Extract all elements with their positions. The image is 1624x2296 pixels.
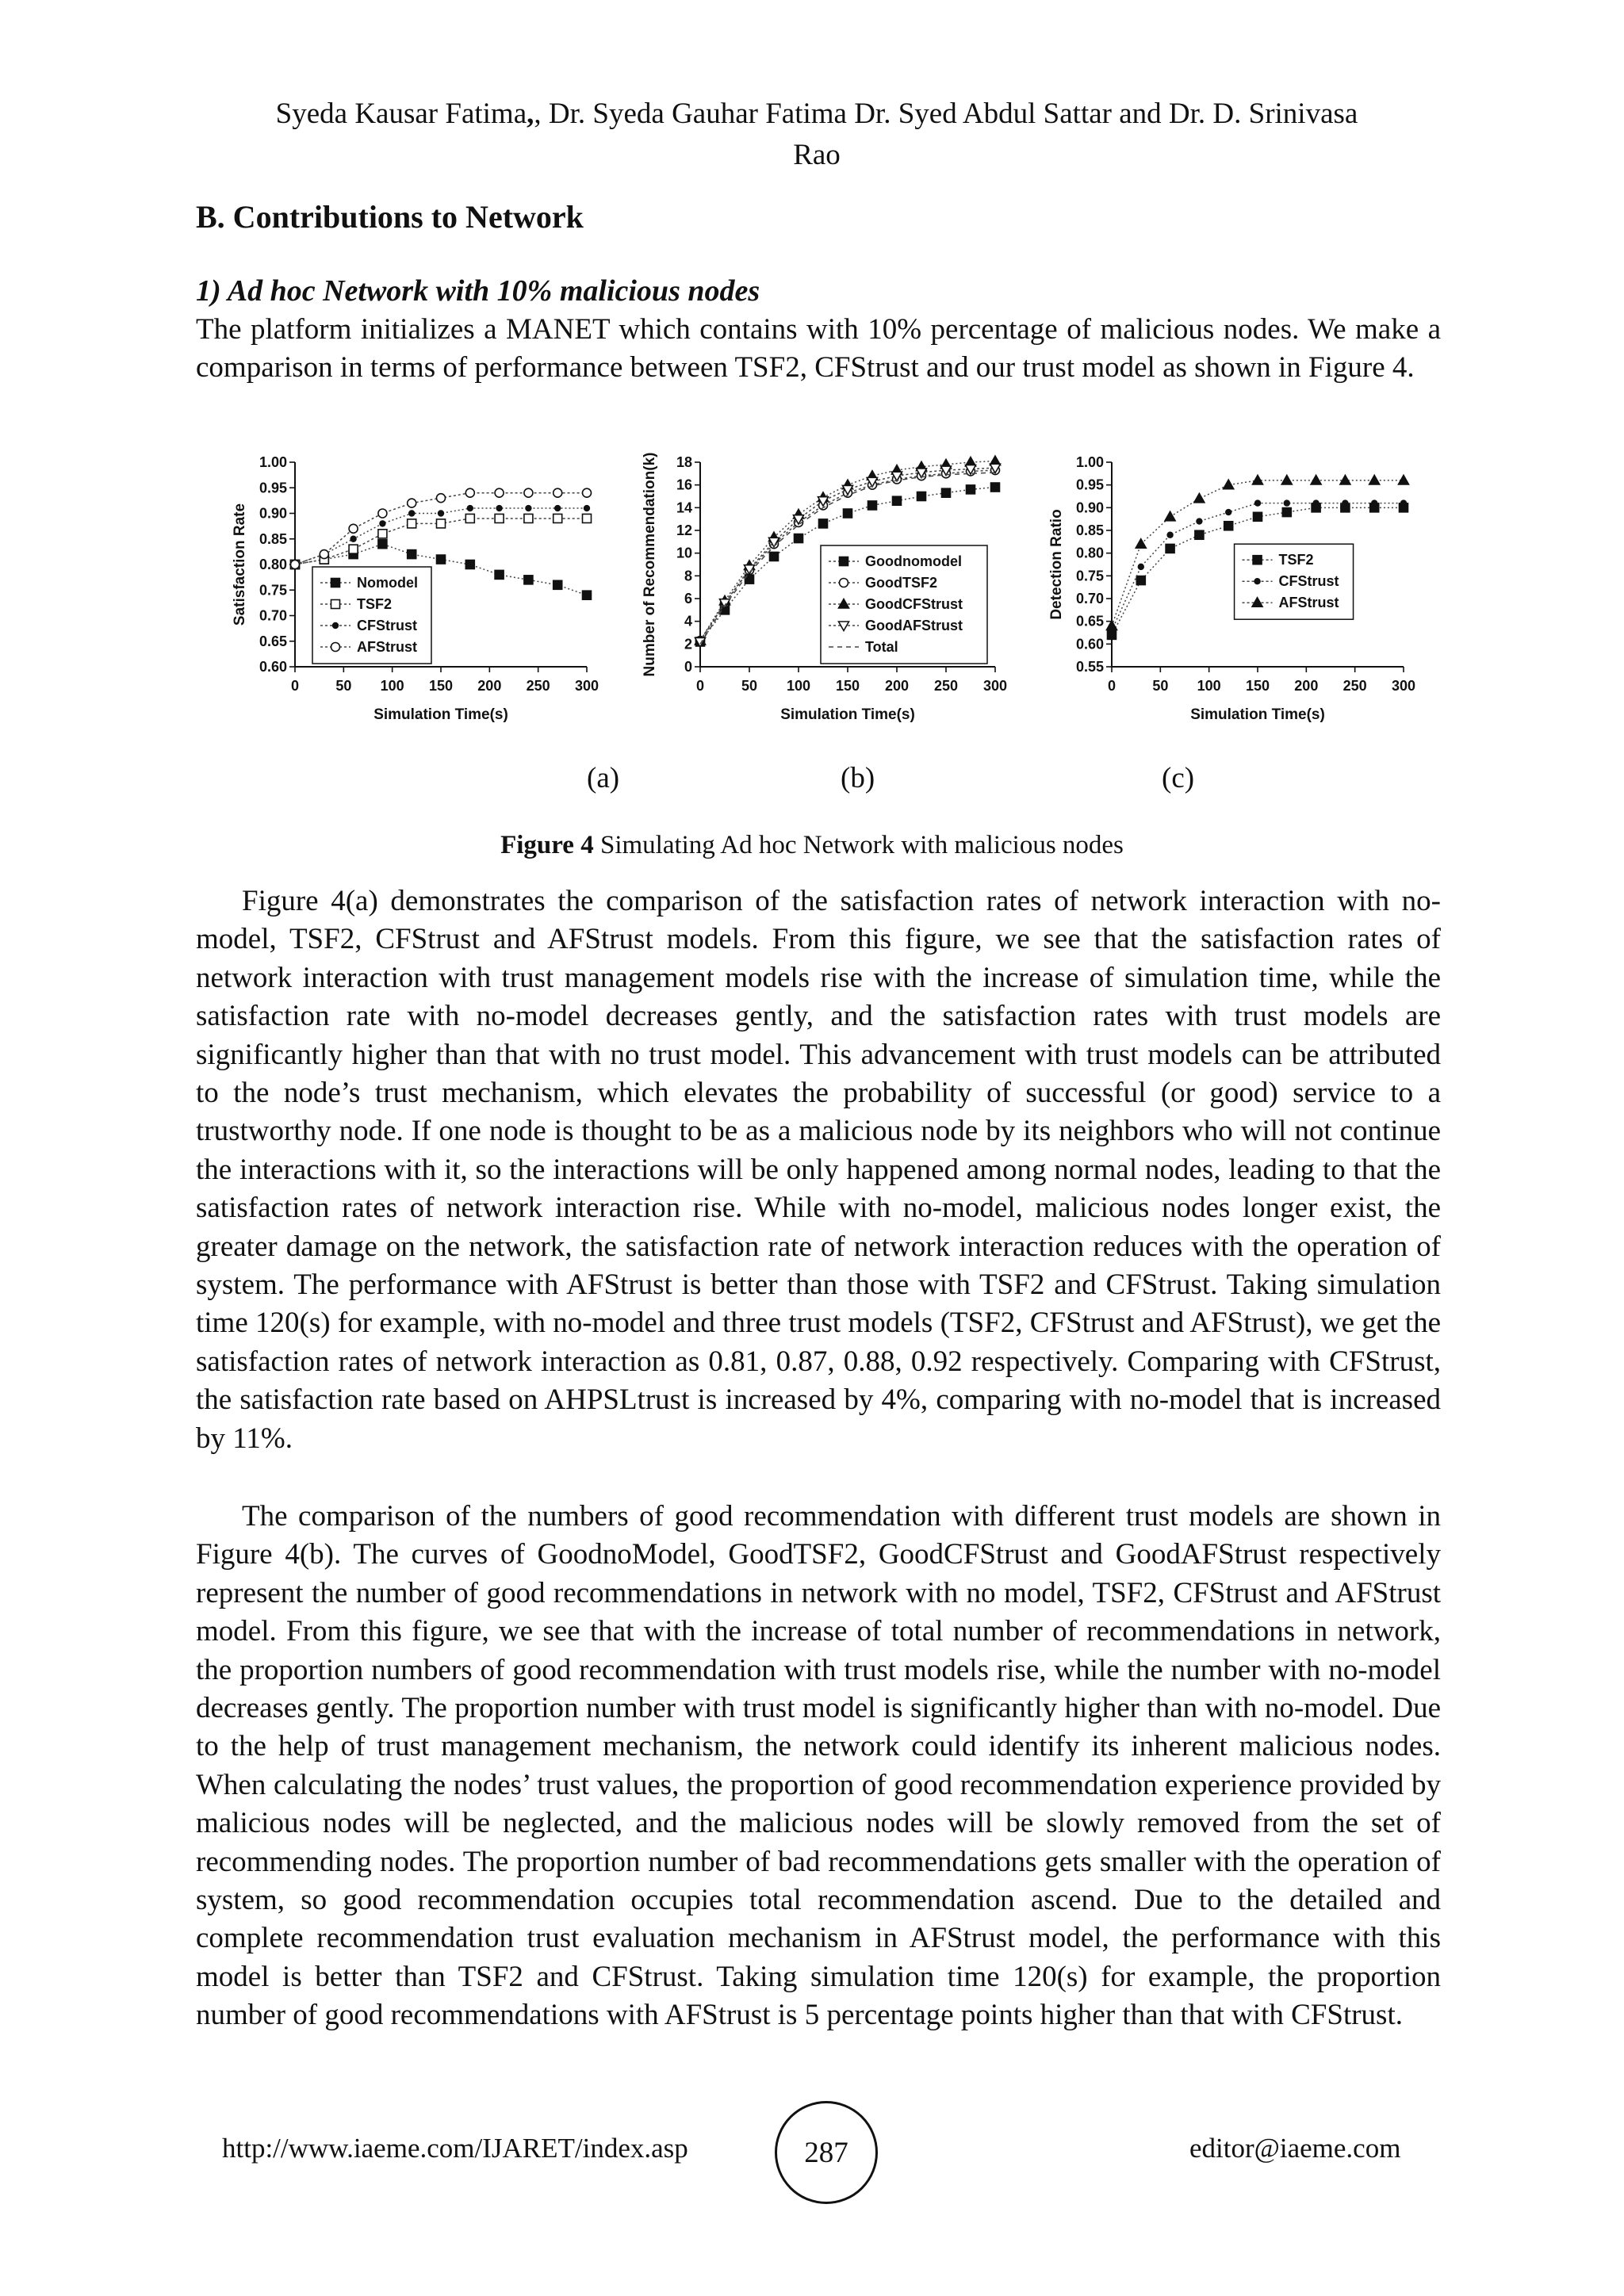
chart-c-x-tick-label: 150	[1245, 678, 1270, 694]
header-authors-rest: , Dr. Syeda Gauhar Fatima Dr. Syed Abdul Sattar and Dr. D. Srinivasa	[534, 98, 1358, 130]
chart-c-point-tsf2	[1254, 512, 1262, 521]
chart-b-point-goodnomodel	[819, 519, 828, 528]
chart-a-point-nomodel	[378, 540, 387, 549]
chart-a-point-tsf2	[495, 514, 504, 522]
chart-a-point-cfstrust	[408, 510, 415, 516]
chart-b-point-goodnomodel	[868, 501, 877, 510]
figure-caption-label: Figure 4	[500, 831, 594, 859]
figure-caption-text: Simulating Ad hoc Network with malicious nodes	[593, 831, 1124, 859]
chart-a-point-afstrust	[437, 494, 446, 503]
chart-a-legend	[312, 567, 431, 664]
chart-a-point-tsf2	[408, 519, 416, 528]
chart-b-y-tick-label: 4	[684, 613, 692, 629]
chart-c-x-axis-label: Simulation Time(s)	[1190, 706, 1325, 723]
chart-c-point-tsf2	[1136, 576, 1145, 585]
chart-c-point-cfstrust	[1138, 564, 1144, 570]
chart-a-y-tick-label: 0.70	[259, 607, 287, 624]
chart-a-y-tick-label: 0.85	[259, 530, 287, 547]
chart-a-legend-marker-nomodel	[331, 579, 340, 587]
chart-c-point-tsf2	[1282, 508, 1291, 517]
chart-c-legend	[1235, 544, 1354, 619]
chart-b-legend-label-goodnomodel: Goodnomodel	[865, 553, 962, 569]
chart-a-y-axis-label: Satisfaction Rate	[232, 503, 248, 626]
intro-paragraph: The platform initializes a MANET which contains with 10% percentage of malicious nodes. We make a comparison in terms of performance between TSF2, CFStrust and our trust model as shown in Figure 4.	[196, 313, 1441, 385]
chart-b-x-tick-label: 0	[695, 678, 705, 694]
chart-c-legend-marker-tsf2	[1253, 556, 1262, 564]
chart-c-point-cfstrust	[1284, 499, 1290, 506]
chart-c-y-tick-label: 0.95	[1075, 476, 1104, 493]
chart-b-x-tick-label: 50	[741, 678, 758, 694]
chart-b-x-tick-label: 300	[982, 678, 1008, 694]
chart-a-point-afstrust	[495, 488, 504, 497]
chart-b-y-tick-label: 0	[684, 659, 692, 675]
chart-c-point-cfstrust	[1371, 499, 1377, 506]
chart-a-y-tick-label: 0.90	[259, 505, 287, 522]
chart-b-y-tick-label: 2	[684, 636, 692, 652]
chart-c-y-tick-label: 0.60	[1075, 636, 1104, 652]
chart-c-y-tick-label: 0.85	[1075, 522, 1104, 538]
chart-a-x-tick-label: 150	[428, 678, 454, 694]
chart-b-y-tick-label: 6	[684, 591, 692, 607]
chart-c-x-tick-label: 250	[1342, 678, 1367, 694]
chart-a-point-tsf2	[524, 514, 533, 522]
chart-c-point-cfstrust	[1196, 518, 1202, 524]
chart-a-legend-marker-tsf2	[331, 600, 340, 609]
chart-c-y-tick-label: 1.00	[1075, 454, 1104, 470]
chart-b-x-tick-label: 200	[884, 678, 910, 694]
chart-b-legend-marker-goodnomodel	[840, 557, 848, 566]
figure-caption	[0, 831, 1624, 860]
chart-b-point-goodnomodel	[844, 509, 852, 518]
chart-a-y-tick-label: 0.75	[259, 582, 287, 599]
chart-a-y-tick-label: 1.00	[259, 454, 287, 470]
chart-a-x-tick-label: 200	[477, 678, 502, 694]
running-header: Syeda Kausar Fatima,, Dr. Syeda Gauhar Fatima Dr. Syed Abdul Sattar and Dr. D. Srinivasa Rao	[275, 98, 1358, 171]
chart-c-y-tick-label: 0.70	[1075, 591, 1104, 607]
chart-a-point-nomodel	[437, 555, 446, 564]
chart-c-y-tick-label: 0.55	[1075, 659, 1104, 675]
subsection-title: 1) Ad hoc Network with 10% malicious nodes	[196, 274, 760, 308]
figure-4	[230, 440, 1419, 741]
chart-c-point-cfstrust	[1225, 509, 1231, 515]
chart-a-point-afstrust	[320, 550, 328, 559]
chart-a-point-afstrust	[408, 499, 416, 507]
figure-sublabel-b: (b)	[841, 762, 875, 794]
header-author-last: Rao	[793, 139, 841, 171]
chart-a-legend-label-cfstrust: CFStrust	[357, 618, 417, 633]
chart-b-y-tick-label: 16	[676, 476, 692, 493]
chart-a-legend-marker-cfstrust	[332, 622, 339, 629]
chart-a-point-tsf2	[349, 545, 358, 553]
chart-a-point-tsf2	[378, 530, 387, 538]
chart-b-point-goodnomodel	[770, 552, 779, 561]
chart-c-y-tick-label: 0.90	[1075, 499, 1104, 516]
chart-c-point-afstrust	[1281, 475, 1292, 484]
chart-a-x-tick-label: 100	[380, 678, 404, 694]
header-author-first: Syeda Kausar Fatima	[275, 98, 527, 130]
chart-a-point-cfstrust	[554, 505, 561, 511]
chart-c-x-tick-label: 200	[1294, 678, 1319, 694]
footer-email: editor@iaeme.com	[1189, 2133, 1401, 2164]
chart-a-point-afstrust	[291, 561, 300, 569]
footer-url: http://www.iaeme.com/IJARET/index.asp	[222, 2133, 688, 2164]
chart-c-legend-label-afstrust: AFStrust	[1278, 595, 1339, 611]
chart-a-point-afstrust	[553, 488, 562, 497]
chart-c-legend-marker-cfstrust	[1254, 578, 1260, 584]
chart-b-point-goodnomodel	[917, 492, 926, 501]
chart-a-x-tick-label: 300	[574, 678, 599, 694]
chart-b-x-tick-label: 250	[933, 678, 959, 694]
chart-a-point-afstrust	[349, 524, 358, 533]
chart-c-point-cfstrust	[1254, 499, 1261, 506]
chart-a-point-nomodel	[408, 550, 416, 559]
chart-a-point-cfstrust	[379, 520, 385, 526]
chart-a-point-nomodel	[583, 591, 592, 599]
chart-a-legend-label-afstrust: AFStrust	[357, 639, 417, 655]
chart-a-point-nomodel	[553, 580, 562, 589]
chart-c-point-cfstrust	[1400, 499, 1407, 506]
chart-a-point-afstrust	[465, 488, 474, 497]
chart-c-x-tick-label: 300	[1391, 678, 1416, 694]
chart-c-y-axis-label: Detection Ratio	[1048, 509, 1065, 620]
chart-a-x-tick-label: 0	[290, 678, 300, 694]
chart-a-point-nomodel	[465, 561, 474, 569]
chart-a-point-cfstrust	[350, 536, 356, 542]
chart-c-x-tick-label: 50	[1152, 678, 1169, 694]
chart-a-point-afstrust	[378, 509, 387, 518]
chart-satisfaction-rate	[230, 440, 603, 741]
chart-c-x-tick-label: 100	[1197, 678, 1221, 694]
body-paragraph-1: Figure 4(a) demonstrates the comparison of the satisfaction rates of network interaction with no-model, TSF2, CFStrust and AFStrust models. From this figure, we see that the satisfaction rates of network interaction with trust management models rise with the increase of simulation time, while the satisfaction rate with no-model decreases gently, and the satisfaction rates with trust models are significantly higher than that with no trust model. This advancement with trust models can be attributed to the node’s trust mechanism, which elevates the probability of successful (or good) service to a trustworthy node. If one node is thought to be as a malicious node by its neighbors who will not continue the interactions with it, so the interactions will be only happened among normal nodes, leading to that the satisfaction rates of network interaction rise. While with no-model, malicious nodes longer exist, the greater damage on the network, the satisfaction rate of network interaction reduces with the operation of system. The performance with AFStrust is better than those with TSF2 and CFStrust. Taking simulation time 120(s) for example, with no-model and three trust models (TSF2, CFStrust and AFStrust), we get the satisfaction rates of network interaction as 0.81, 0.87, 0.88, 0.92 respectively. Comparing with CFStrust, the satisfaction rate based on AHPSLtrust is increased by 4%, comparing with no-model that is increased by 11%.	[196, 885, 1441, 1455]
chart-b-point-goodnomodel	[893, 496, 902, 505]
chart-b-x-axis-label: Simulation Time(s)	[780, 706, 915, 723]
chart-c-point-cfstrust	[1166, 532, 1173, 538]
figure-sublabel-a: (a)	[587, 762, 620, 794]
chart-a-point-tsf2	[465, 514, 474, 522]
chart-a-point-tsf2	[583, 514, 592, 522]
figure-sublabel-c: (c)	[1162, 762, 1195, 794]
chart-a-legend-label-nomodel: Nomodel	[357, 575, 419, 591]
chart-c-point-afstrust	[1194, 493, 1205, 503]
chart-b-legend-marker-goodtsf2	[840, 579, 848, 587]
chart-a-y-tick-label: 0.95	[259, 480, 287, 496]
chart-c-x-tick-label: 0	[1107, 678, 1116, 694]
chart-b-y-axis-label: Number of Recommendation(k)	[642, 452, 658, 677]
chart-c-y-tick-label: 0.75	[1075, 568, 1104, 584]
chart-a-point-tsf2	[437, 519, 446, 528]
chart-c-point-tsf2	[1224, 522, 1233, 530]
chart-b-x-tick-label: 100	[786, 678, 811, 694]
chart-a-point-cfstrust	[584, 505, 590, 511]
chart-b-y-tick-label: 8	[684, 568, 692, 584]
chart-a-line-afstrust	[295, 493, 587, 564]
chart-a-point-tsf2	[553, 514, 562, 522]
chart-recommendations	[638, 440, 1011, 741]
chart-c-y-tick-label: 0.80	[1075, 545, 1104, 561]
chart-c-point-afstrust	[1224, 480, 1234, 489]
chart-b-x-tick-label: 150	[835, 678, 860, 694]
chart-b-point-goodnomodel	[991, 483, 1000, 492]
chart-b-y-tick-label: 10	[676, 545, 692, 561]
chart-c-y-tick-label: 0.65	[1075, 613, 1104, 629]
chart-a-point-nomodel	[524, 576, 533, 584]
chart-b-legend	[821, 545, 987, 664]
section-title: B. Contributions to Network	[196, 199, 584, 235]
chart-b-legend-label-goodcfstrust: GoodCFStrust	[865, 596, 963, 612]
chart-b-y-tick-label: 12	[676, 522, 692, 538]
chart-b-point-goodnomodel	[967, 485, 975, 494]
chart-b-legend-label-goodafstrust: GoodAFStrust	[865, 618, 963, 633]
chart-a-legend-marker-afstrust	[331, 643, 340, 652]
chart-a-point-cfstrust	[496, 505, 502, 511]
chart-a-point-afstrust	[583, 488, 592, 497]
chart-b-point-goodnomodel	[942, 488, 951, 497]
chart-c-point-afstrust	[1369, 475, 1380, 484]
chart-a-legend-label-tsf2: TSF2	[357, 596, 393, 612]
chart-b-y-tick-label: 14	[676, 499, 692, 516]
chart-c-legend-label-cfstrust: CFStrust	[1278, 573, 1339, 590]
chart-b-legend-label-goodtsf2: GoodTSF2	[865, 575, 937, 591]
chart-a-y-tick-label: 0.65	[259, 633, 287, 649]
page-number-text: 287	[804, 2136, 848, 2169]
chart-c-point-tsf2	[1195, 530, 1204, 539]
chart-a-y-tick-label: 0.60	[259, 659, 287, 675]
chart-b-y-tick-label: 18	[676, 454, 692, 470]
chart-a-x-axis-label: Simulation Time(s)	[373, 706, 508, 723]
chart-a-y-tick-label: 0.80	[259, 557, 287, 572]
chart-b-legend-label-total: Total	[865, 639, 898, 655]
chart-c-point-afstrust	[1165, 511, 1175, 521]
chart-b-point-goodnomodel	[795, 534, 803, 543]
chart-c-point-cfstrust	[1342, 499, 1348, 506]
chart-a-point-cfstrust	[525, 505, 531, 511]
chart-c-point-cfstrust	[1312, 499, 1319, 506]
chart-detection-ratio	[1047, 440, 1419, 741]
body-paragraph-2: The comparison of the numbers of good recommendation with different trust models are shown in Figure 4(b). The curves of GoodnoModel, GoodTSF2, GoodCFStrust and GoodAFStrust respectively represent the number of good recommendations in network with no model, TSF2, CFStrust and AFStrust model. From this figure, we see that with the increase of total number of recommendations in network, the proportion numbers of good recommendation with trust models rise, while the number with no-model decreases gently. The proportion number with trust model is significantly higher than with no-model. Due to the help of trust management mechanism, the network could identify its inherent malicious nodes. When calculating the nodes’ trust values, the proportion of good recommendation experience provided by malicious nodes will be neglected, and the malicious nodes will be slowly removed from the set of recommending nodes. The proportion number of bad recommendations gets smaller with the operation of system, so good recommendation occupies total recommendation ascend. Due to the detailed and complete recommendation trust evaluation mechanism in AFStrust model, the performance with this model is better than TSF2 and CFStrust. Taking simulation time 120(s) for example, the proportion number of good recommendations with AFStrust is 5 percentage points higher than that with CFStrust.	[196, 1500, 1441, 2032]
chart-c-legend-label-tsf2: TSF2	[1278, 552, 1314, 568]
chart-a-point-cfstrust	[438, 510, 444, 516]
chart-a-point-afstrust	[524, 488, 533, 497]
chart-a-x-tick-label: 50	[335, 678, 352, 694]
page-number	[775, 2101, 878, 2204]
chart-a-x-tick-label: 250	[526, 678, 550, 694]
chart-a-point-cfstrust	[467, 505, 473, 511]
chart-a-point-nomodel	[495, 570, 504, 579]
chart-c-point-tsf2	[1166, 544, 1174, 553]
